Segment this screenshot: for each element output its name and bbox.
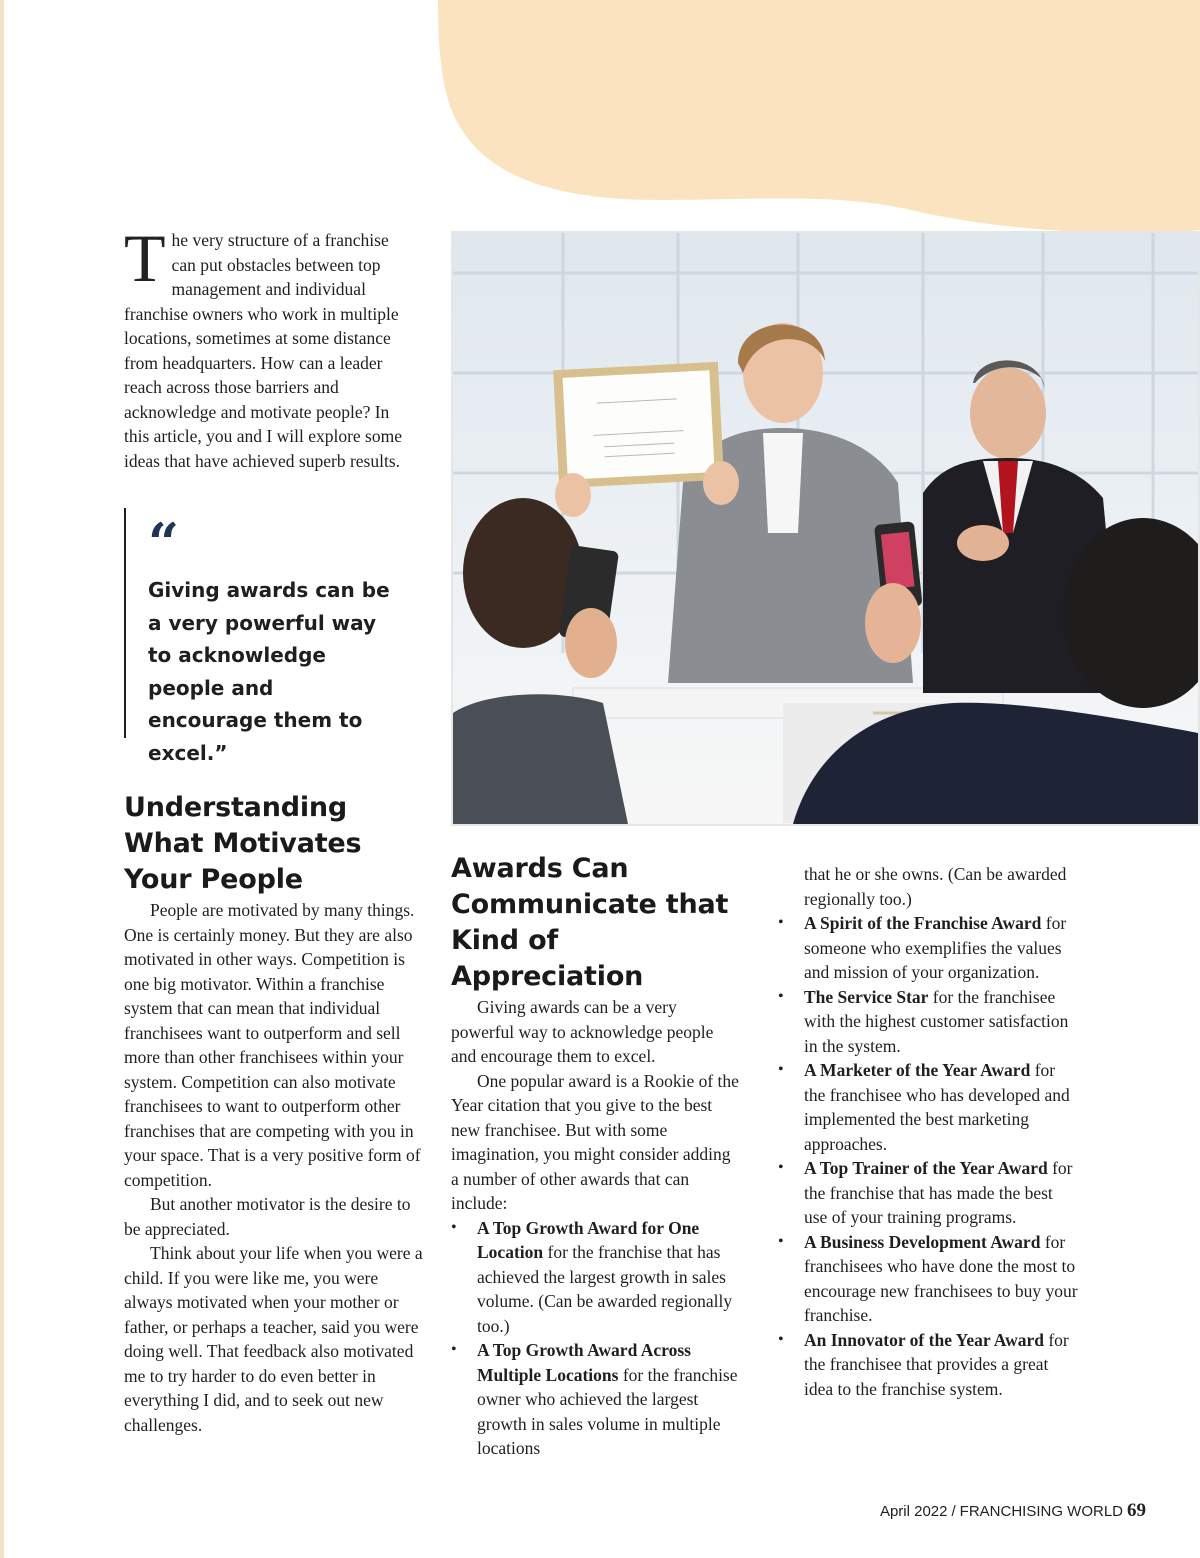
issue-date: April 2022 xyxy=(879,1503,948,1520)
award-ceremony-photo xyxy=(451,231,1200,826)
award-name: A Business Development Award xyxy=(804,1231,1041,1252)
list-item xyxy=(451,1216,741,1339)
awards-list xyxy=(451,1216,741,1461)
award-name: The Service Star xyxy=(804,986,929,1007)
paragraph: But another motivator is the desire to be appreciated. xyxy=(124,1194,411,1239)
award-description: for franchisees who have done the most to encourage new franchisees to buy your franchise. xyxy=(804,1231,1078,1325)
paragraph: People are motivated by many things. One is certainly money. But they are also motivated in other ways. Competition is one big motivator. Within a franchise system that can mean that individual franchisees want to outperform and sell more than other franchisees within your system. Competition can also motivate franchisees to want to outperform other franchises that are competing with you in your space. That is a very positive form of competition. xyxy=(124,900,421,1190)
footer-separator: / xyxy=(951,1503,956,1520)
awards-list-continued xyxy=(778,911,1078,1401)
award-name: A Marketer of the Year Award xyxy=(804,1060,1031,1080)
list-item xyxy=(778,1156,1078,1230)
list-item xyxy=(778,911,1078,985)
list-item xyxy=(778,985,1078,1059)
award-name: A Top Growth Award Across Multiple Locations xyxy=(477,1340,691,1385)
column-left xyxy=(124,790,424,1437)
award-name: A Top Trainer of the Year Award xyxy=(804,1158,1048,1178)
paragraph: One popular award is a Rookie of the Year citation that you give to the best new franchisee. But with some imagination, you might consider adding a number of other awards that can include: xyxy=(451,1070,739,1213)
intro-text: he very structure of a franchise can put obstacles between top management and individual franchise owners who work in multiple locations, sometimes at some distance from headquarters. How can a leader reach across those barriers and acknowledge and motivate people? In this article, you and I will explore some ideas that have achieved superb results. xyxy=(124,230,402,471)
section-heading-awards: Awards Can Communicate that Kind of Appreciation xyxy=(451,853,729,992)
award-description: for someone who exemplifies the values and mission of your organization. xyxy=(804,913,1067,982)
quote-mark-icon: “ xyxy=(148,511,180,575)
award-name: A Top Growth Award for One Location xyxy=(477,1217,700,1262)
list-item xyxy=(451,1338,741,1461)
drop-cap: T xyxy=(124,220,166,296)
publication-name: FRANCHISING WORLD xyxy=(959,1503,1123,1520)
paragraph: Think about your life when you were a child. If you were like me, you were always motivated when your mother or father, or perhaps a teacher, said you were doing well. That feedback also motivated me to try harder to do even better in everything I did, and to seek out new challenges. xyxy=(124,1243,423,1435)
list-continuation: that he or she owns. (Can be awarded regionally too.) xyxy=(804,864,1067,909)
page-edge-strip xyxy=(0,0,4,1558)
page-footer xyxy=(880,1500,1146,1522)
list-item xyxy=(778,1328,1078,1402)
decorative-peach-shape xyxy=(0,0,1200,232)
award-description: for the franchise that has made the best use of your training programs. xyxy=(804,1158,1073,1227)
award-description: for the franchise owner who achieved the largest growth in sales volume in multiple locations xyxy=(477,1364,738,1458)
list-item xyxy=(778,1230,1078,1328)
page-number: 69 xyxy=(1127,1500,1146,1521)
award-description: for the franchisee that provides a great idea to the franchise system. xyxy=(804,1329,1069,1399)
award-description: for the franchisee who has developed and implemented the best marketing approaches. xyxy=(804,1060,1070,1154)
pull-quote-text: Giving awards can be a very powerful way to acknowledge people and encourage them to excel.” xyxy=(148,578,390,765)
pull-quote xyxy=(124,508,394,765)
award-name: A Spirit of the Franchise Award xyxy=(804,913,1042,933)
paragraph: Giving awards can be a very powerful way to acknowledge people and encourage them to excel. xyxy=(451,997,714,1066)
award-name: An Innovator of the Year Award xyxy=(804,1329,1044,1350)
intro-paragraph xyxy=(124,220,416,473)
list-item xyxy=(778,1058,1078,1156)
award-description: for the franchise that has achieved the largest growth in sales volume. (Can be awarded regionally too.) xyxy=(477,1242,733,1336)
column-right xyxy=(778,862,1078,1401)
award-description: for the franchisee with the highest customer satisfaction in the system. xyxy=(804,986,1069,1056)
section-heading-motivates: Understanding What Motivates Your People xyxy=(124,792,362,895)
column-middle xyxy=(451,851,741,1461)
